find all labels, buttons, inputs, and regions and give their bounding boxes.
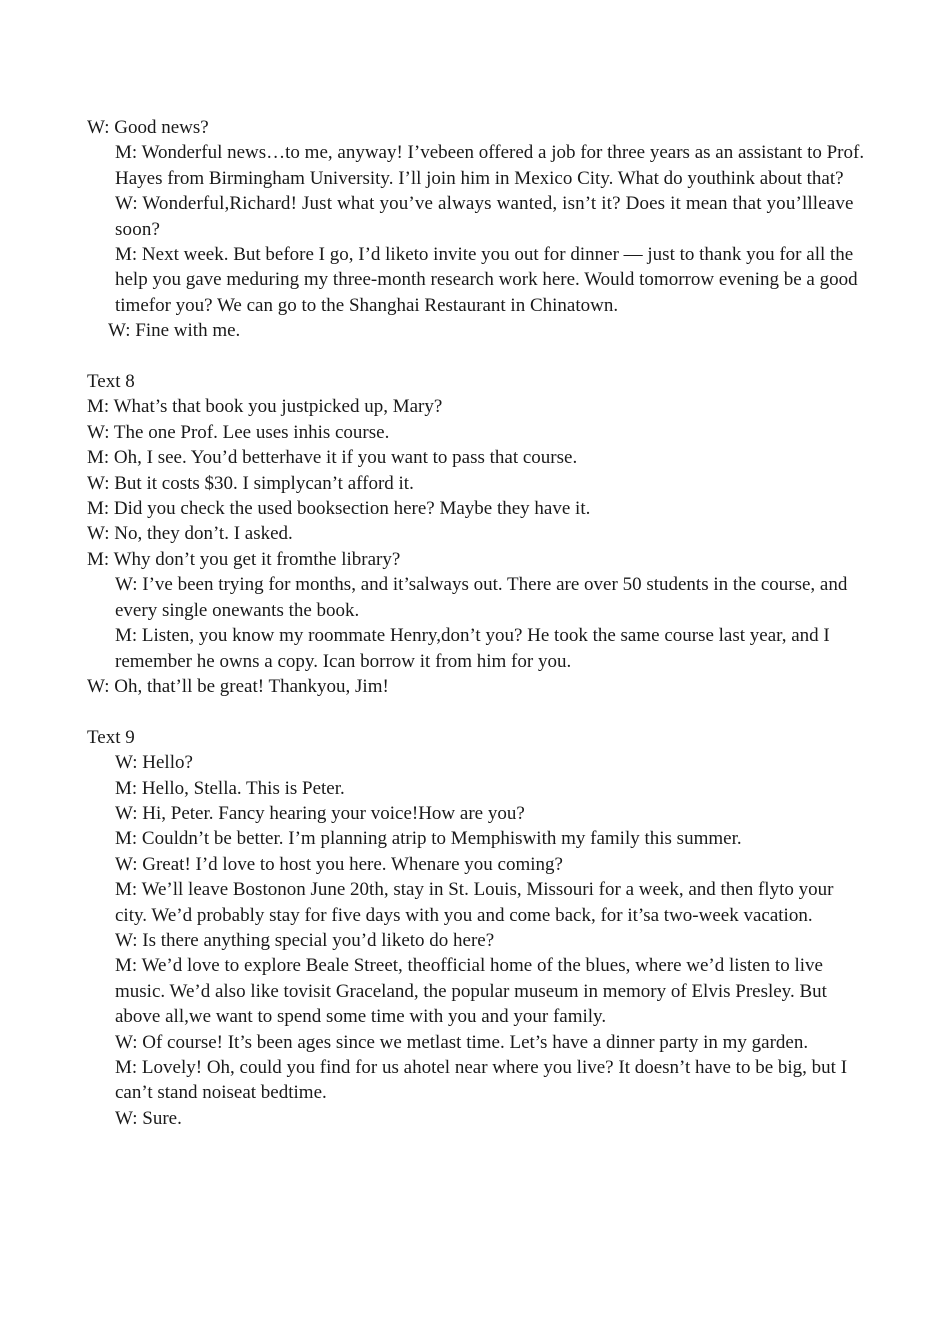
- dialogue-line: W: Great! I’d love to host you here. Whenare you coming?: [115, 853, 563, 875]
- section-heading: Text 8: [87, 371, 135, 393]
- section-spacer: [87, 344, 877, 369]
- dialogue-line: W: Is there anything special you’d liketo do here?: [115, 929, 495, 951]
- dialogue-line: W: The one Prof. Lee uses inhis course.: [87, 421, 390, 443]
- dialogue-line: W: Oh, that’ll be great! Thankyou, Jim!: [87, 675, 389, 697]
- text7-dialogue: [87, 115, 877, 344]
- document-body: [87, 115, 877, 1131]
- dialogue-line: W: Hi, Peter. Fancy hearing your voice!How are you?: [115, 802, 525, 824]
- dialogue-line: W: But it costs $30. I simplycan’t afford it.: [87, 472, 414, 494]
- dialogue-line: M: We’d love to explore Beale Street, theofficial home of the blues, where we’d listen to live music. We’d also like tovisit Graceland, the popular museum in memory of Elvis Presley. But above all,we want to spend some time with you and your family.: [115, 955, 827, 1028]
- dialogue-line: M: Oh, I see. You’d betterhave it if you want to pass that course.: [87, 447, 578, 469]
- dialogue-line: M: Couldn’t be better. I’m planning atrip to Memphiswith my family this summer.: [115, 828, 742, 850]
- text8-section: [87, 369, 877, 699]
- dialogue-line: M: Did you check the used booksection here? Maybe they have it.: [87, 498, 591, 520]
- text9-section: [87, 725, 877, 1132]
- section-spacer: [87, 699, 877, 724]
- dialogue-line: W: Fine with me.: [108, 320, 241, 342]
- dialogue-line: M: What’s that book you justpicked up, Mary?: [87, 396, 443, 418]
- dialogue-line: W: Wonderful,Richard! Just what you’ve always wanted, isn’t it? Does it mean that you’llleave soon?: [115, 193, 854, 240]
- dialogue-line: M: Lovely! Oh, could you find for us ahotel near where you live? It doesn’t have to be big, but I can’t stand noiseat bedtime.: [115, 1057, 848, 1104]
- dialogue-line: M: Listen, you know my roommate Henry,don’t you? He took the same course last year, and I remember he owns a copy. Ican borrow it from him for you.: [115, 625, 830, 672]
- dialogue-line: M: Next week. But before I go, I’d liketo invite you out for dinner — just to thank you for all the help you gave meduring my three-month research work here. Would tomorrow evening be a good timefor you? We can go to the Shanghai Restaurant in Chinatown.: [115, 244, 858, 316]
- dialogue-line: W: Of course! It’s been ages since we metlast time. Let’s have a dinner party in my garden.: [115, 1031, 809, 1053]
- dialogue-line: W: No, they don’t. I asked.: [87, 523, 293, 545]
- dialogue-line: M: Wonderful news…to me, anyway! I’vebeen offered a job for three years as an assistant to Prof. Hayes from Birmingham University. I’ll join him in Mexico City. What do youthink about that?: [115, 142, 865, 189]
- dialogue-line: M: Hello, Stella. This is Peter.: [115, 777, 345, 799]
- dialogue-line: M: Why don’t you get it fromthe library?: [87, 548, 401, 570]
- dialogue-line: W: Good news?: [87, 117, 209, 138]
- dialogue-line: W: Sure.: [115, 1107, 182, 1129]
- section-heading: Text 9: [87, 726, 135, 748]
- dialogue-line: M: We’ll leave Bostonon June 20th, stay in St. Louis, Missouri for a week, and then flyto your city. We’d probably stay for five days with you and come back, for it’sa two-week vacation.: [115, 879, 834, 926]
- dialogue-line: W: Hello?: [115, 752, 193, 774]
- dialogue-line: W: I’ve been trying for months, and it’salways out. There are over 50 students in the course, and every single onewants the book.: [115, 574, 848, 621]
